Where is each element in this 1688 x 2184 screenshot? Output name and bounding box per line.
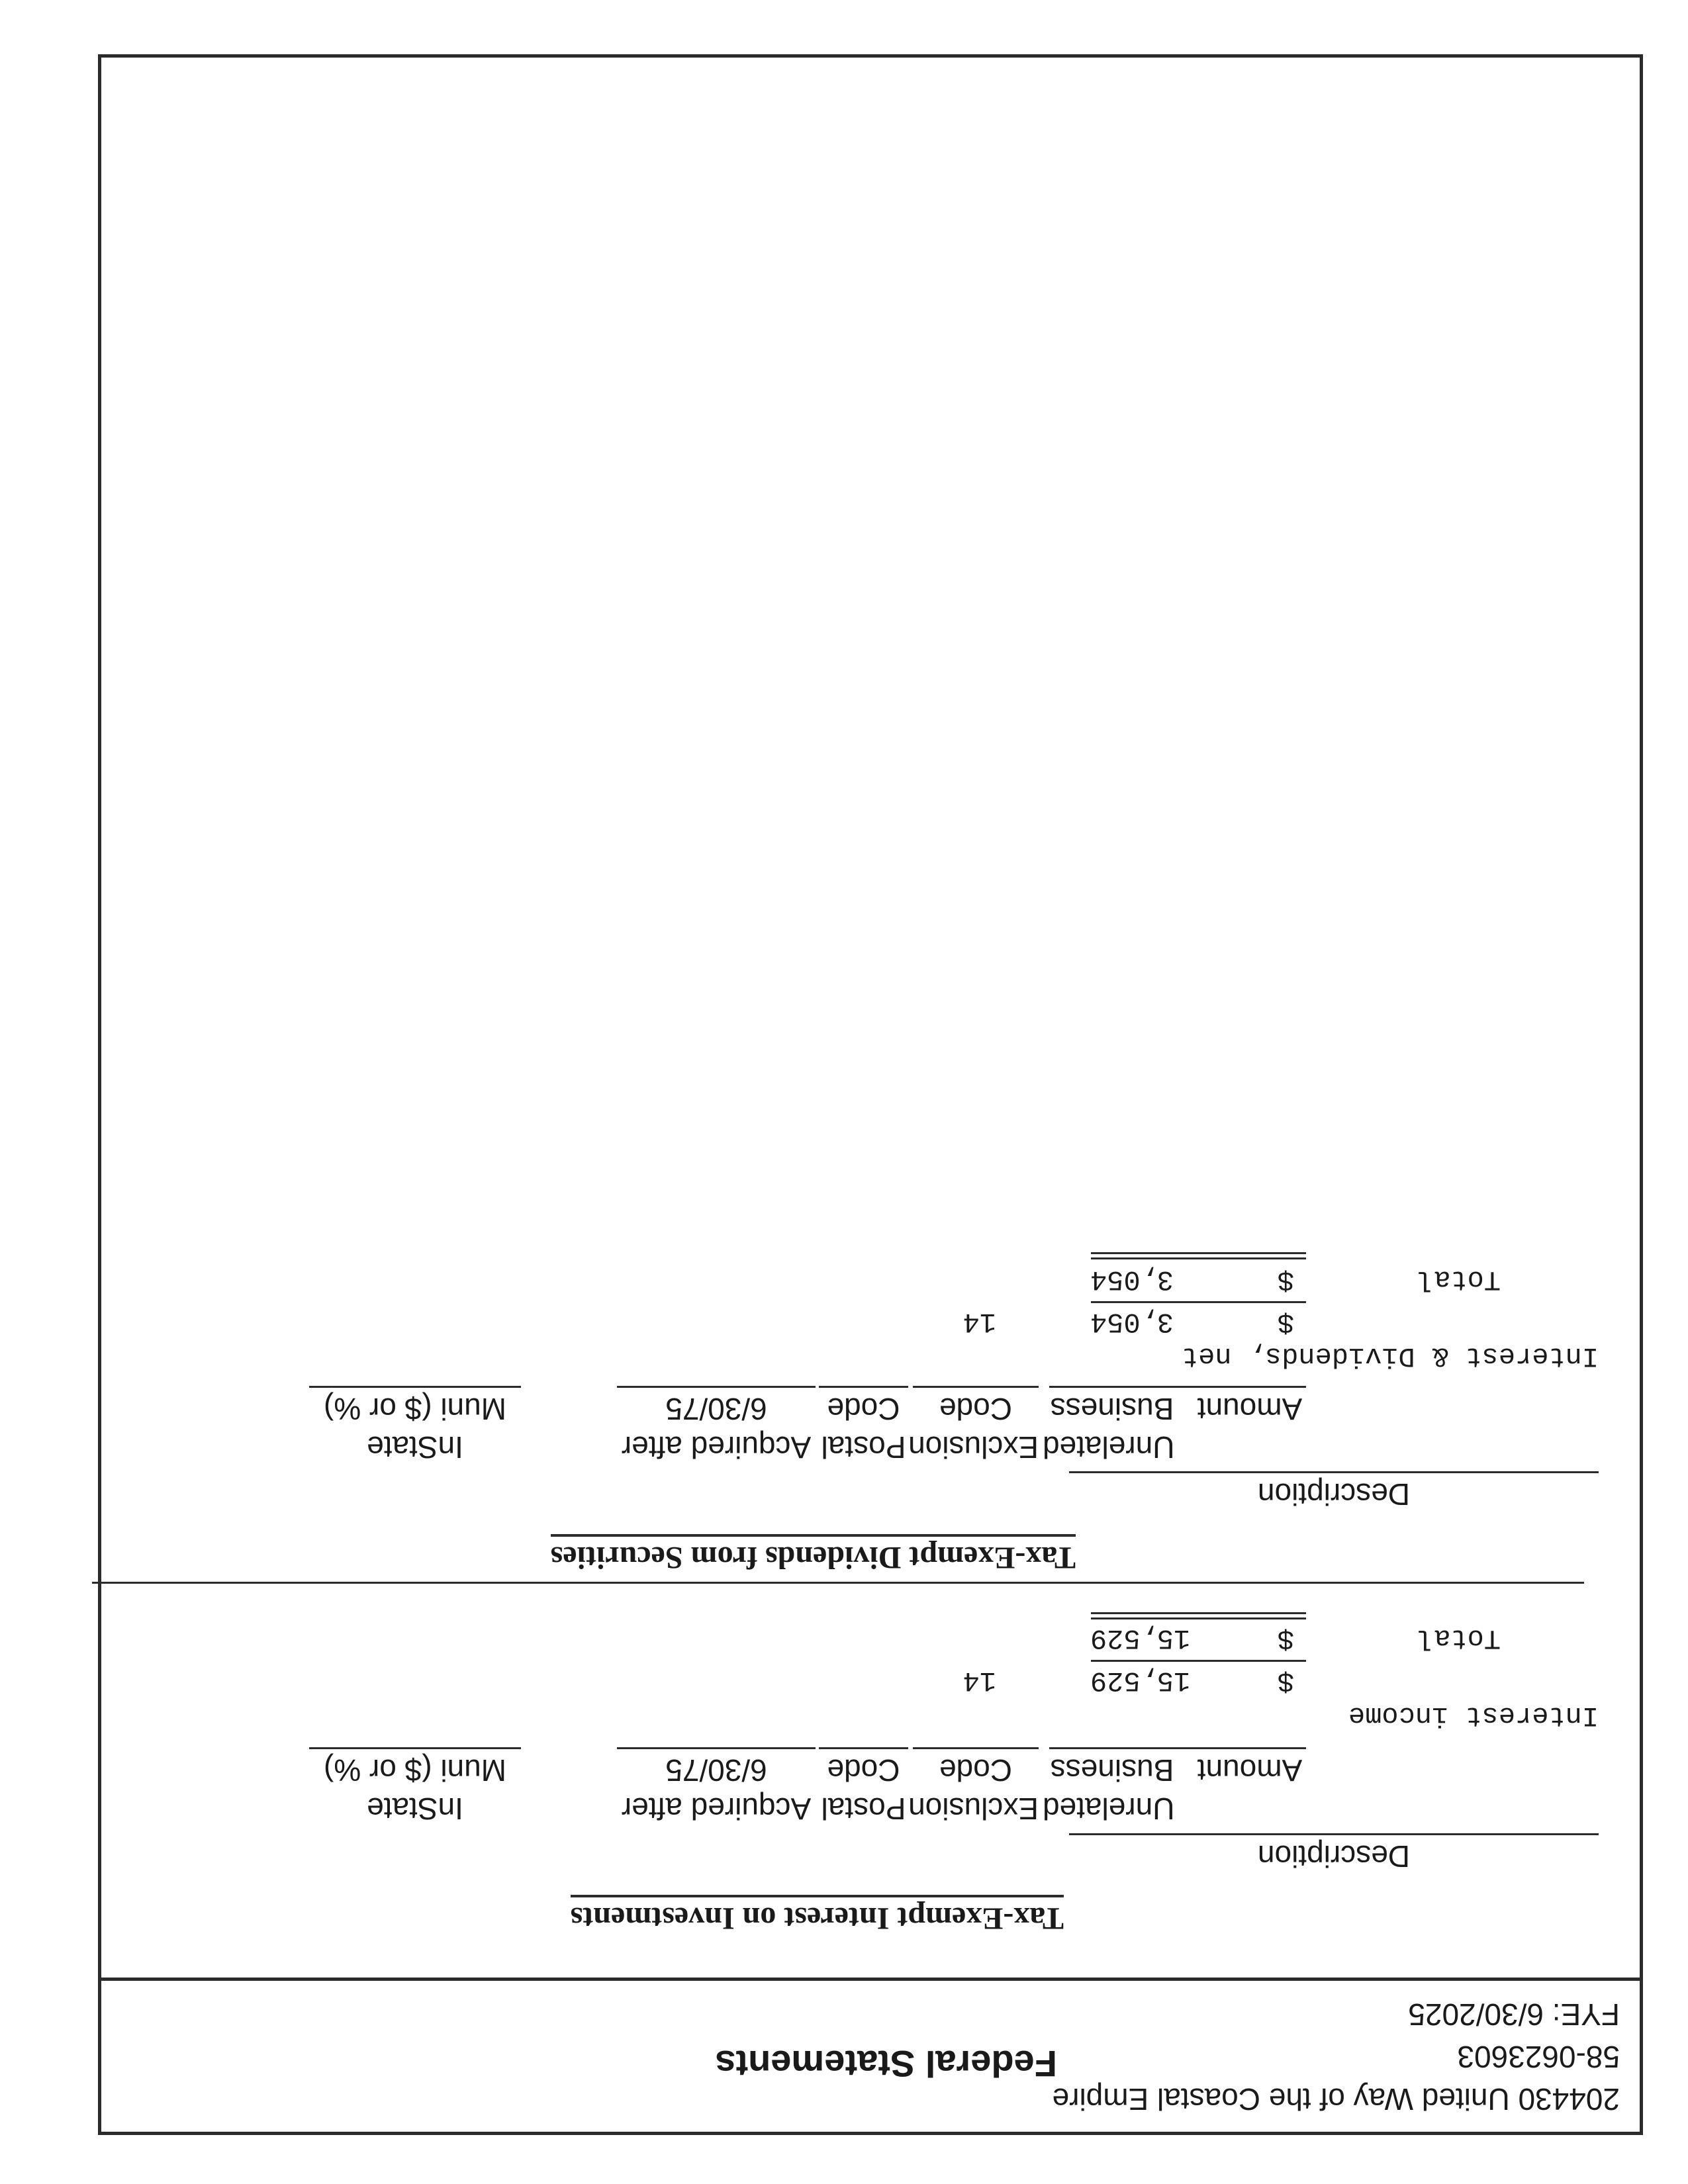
col-exclusion-1: Exclusion xyxy=(908,1430,1039,1465)
row-amount: 15,529 xyxy=(1090,1664,1191,1696)
row-description: Interest income xyxy=(1348,1700,1599,1731)
total-label: Total xyxy=(1417,1622,1501,1654)
col-acquired-2: 6/30/75 xyxy=(665,1753,767,1788)
fiscal-year-end: FYE: 6/30/2025 xyxy=(1408,1997,1620,2032)
section-separator xyxy=(92,1582,1584,1584)
header-divider xyxy=(101,1978,1640,1981)
page-title: Federal Statements xyxy=(715,2043,1057,2085)
total-dollar-sign: $ xyxy=(1277,1622,1294,1654)
row-dollar-sign: $ xyxy=(1277,1664,1294,1696)
col-description: Description xyxy=(1257,1839,1411,1874)
total-label: Total xyxy=(1417,1263,1501,1295)
row-dollar-sign: $ xyxy=(1277,1306,1294,1338)
total-amount: 3,054 xyxy=(1090,1263,1174,1295)
subtotal-rule xyxy=(1091,1660,1306,1662)
client-line: 204430 United Way of the Coastal Empire xyxy=(1052,2082,1620,2116)
total-rule-double xyxy=(1091,1617,1306,1619)
col-rule xyxy=(1069,1833,1599,1835)
col-acquired-1: Acquired after xyxy=(621,1792,812,1826)
col-instate-2: Muni ($ or %) xyxy=(323,1753,507,1788)
col-rule xyxy=(913,1747,1039,1749)
col-rule xyxy=(309,1386,521,1388)
total-rule-double xyxy=(1091,1257,1306,1259)
col-amount: Amount xyxy=(1197,1753,1303,1788)
col-acquired-1: Acquired after xyxy=(621,1430,812,1465)
col-rule xyxy=(1049,1747,1182,1749)
row-description: Interest & Dividends, net xyxy=(1181,1340,1599,1372)
col-instate-1: InState xyxy=(367,1430,463,1465)
subtotal-rule xyxy=(1091,1301,1306,1303)
col-instate-1: InState xyxy=(367,1792,463,1826)
total-rule-double xyxy=(1091,1612,1306,1614)
total-dollar-sign: $ xyxy=(1277,1263,1294,1295)
row-exclusion-code: 14 xyxy=(962,1664,996,1696)
col-exclusion-2: Code xyxy=(939,1753,1012,1788)
col-rule xyxy=(819,1386,908,1388)
col-rule xyxy=(913,1386,1039,1388)
col-unrelated-2: Business xyxy=(1050,1392,1174,1426)
col-unrelated-2: Business xyxy=(1050,1753,1174,1788)
col-rule xyxy=(1069,1471,1599,1473)
col-postal-2: Code xyxy=(827,1753,900,1788)
col-postal-2: Code xyxy=(827,1392,900,1426)
col-acquired-2: 6/30/75 xyxy=(665,1392,767,1426)
col-description: Description xyxy=(1257,1477,1411,1512)
col-postal-1: Postal xyxy=(821,1430,906,1465)
ein-number: 58-0623603 xyxy=(1457,2040,1620,2074)
total-amount: 15,529 xyxy=(1090,1622,1191,1654)
row-exclusion-code: 14 xyxy=(962,1306,996,1338)
col-rule xyxy=(819,1747,908,1749)
col-instate-2: Muni ($ or %) xyxy=(323,1392,507,1426)
col-rule xyxy=(617,1747,816,1749)
section-title: Tax-Exempt Interest on Investments xyxy=(571,1895,1064,1936)
col-exclusion-1: Exclusion xyxy=(908,1792,1039,1826)
col-amount: Amount xyxy=(1197,1392,1303,1426)
total-rule-double xyxy=(1091,1252,1306,1254)
col-unrelated-1: Unrelated xyxy=(1043,1792,1175,1826)
col-unrelated-1: Unrelated xyxy=(1043,1430,1175,1465)
col-rule xyxy=(1049,1386,1182,1388)
col-exclusion-2: Code xyxy=(939,1392,1012,1426)
col-rule xyxy=(309,1747,521,1749)
page-frame xyxy=(98,54,1643,2135)
row-amount: 3,054 xyxy=(1090,1306,1174,1338)
col-postal-1: Postal xyxy=(821,1792,906,1826)
col-rule xyxy=(617,1386,816,1388)
section-title: Tax-Exempt Dividends from Securities xyxy=(551,1534,1076,1576)
